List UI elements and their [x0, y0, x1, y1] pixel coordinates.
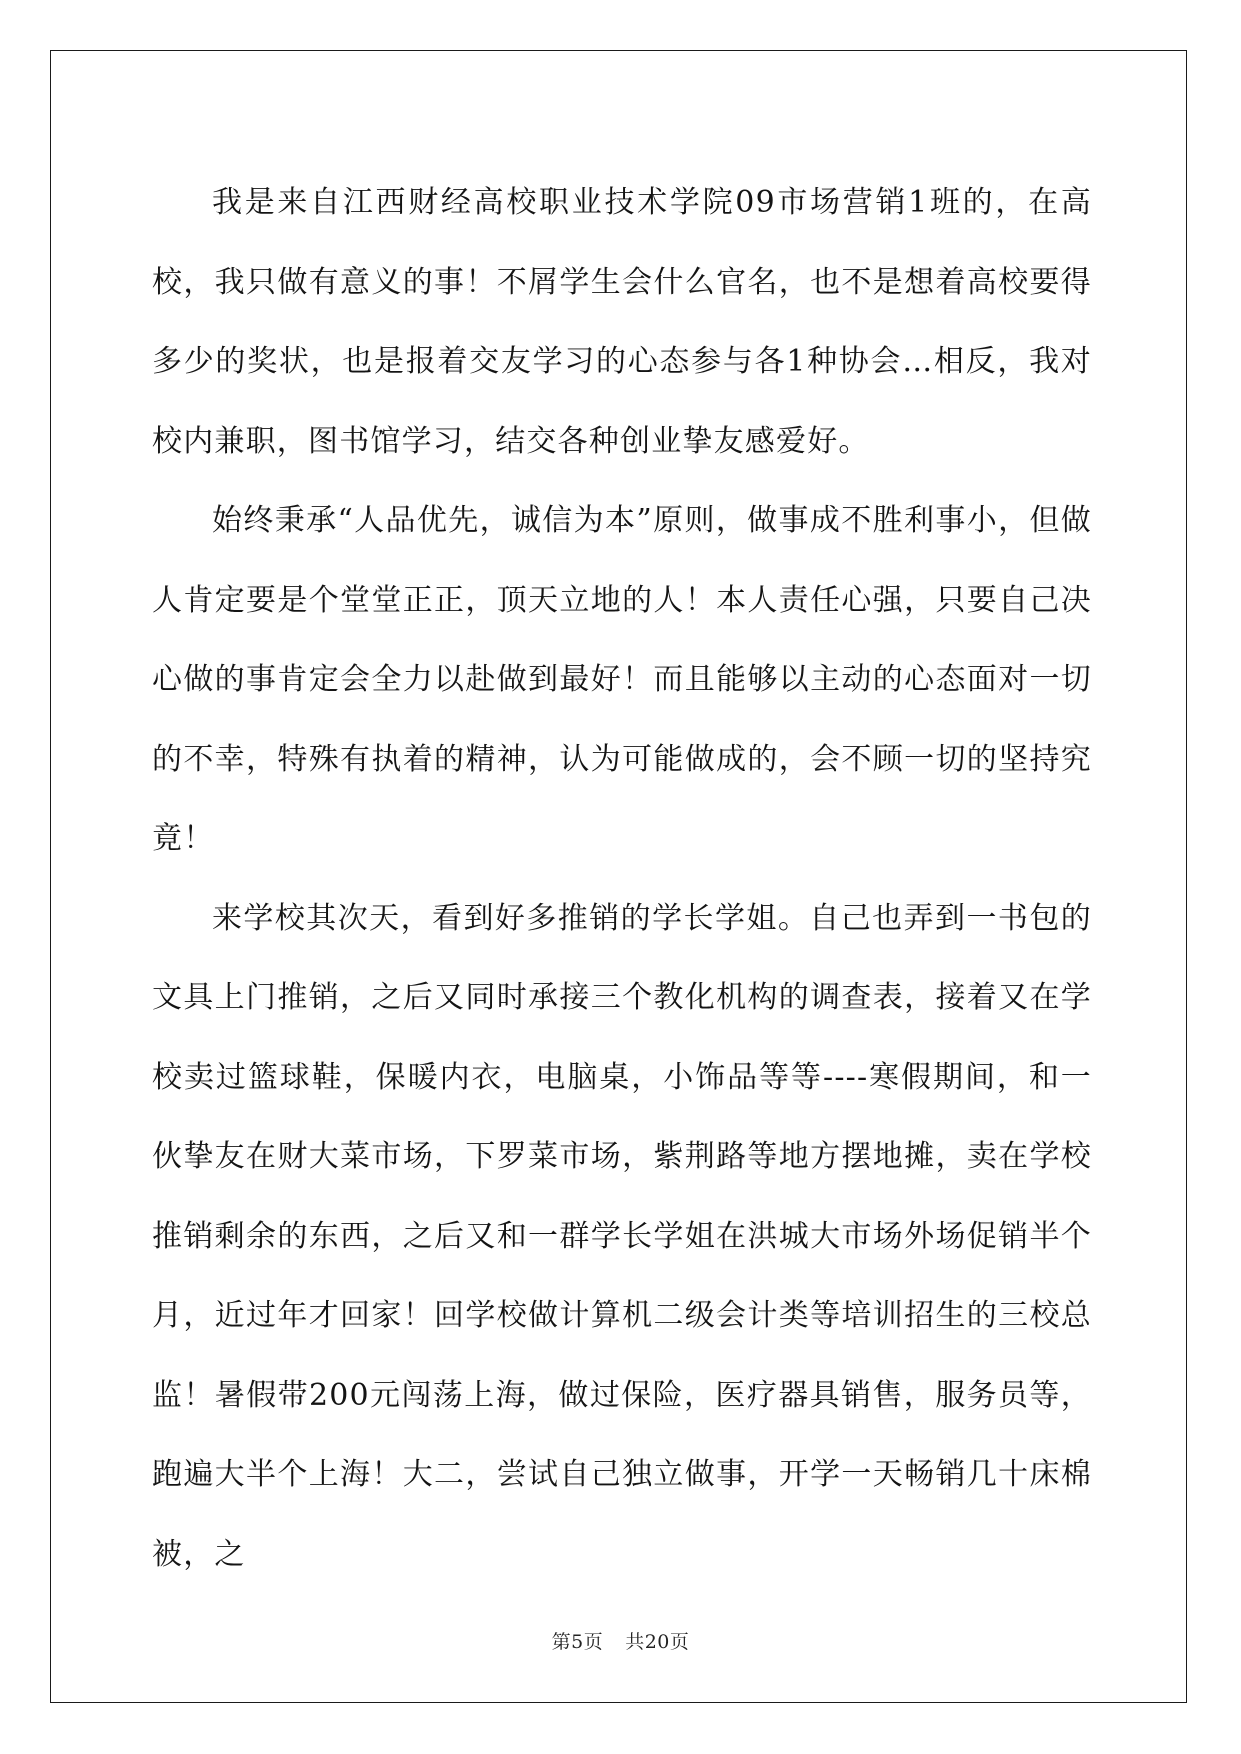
paragraph: 来学校其次天，看到好多推销的学长学姐。自己也弄到一书包的文具上门推销，之后又同时承接三个教化机构的调查表，接着又在学校卖过篮球鞋，保暖内衣，电脑桌，小饰品等等----寒假期间，和一伙挚友在财大菜市场，下罗菜市场，紫荆路等地方摆地摊，卖在学校推销剩余的东西，之后又和一群学长学姐在洪城大市场外场促销半个月，近过年才回家！回学校做计算机二级会计类等培训招生的三校总监！暑假带200元闯荡上海，做过保险，医疗器具销售，服务员等，跑遍大半个上海！大二，尝试自己独立做事，开学一天畅销几十床棉被，之	[152, 900, 1092, 1572]
page-footer	[0, 1627, 1241, 1654]
page-number: 第5页	[551, 1631, 604, 1653]
paragraph: 我是来自江西财经高校职业技术学院09市场营销1班的，在高校，我只做有意义的事！不屑学生会什么官名，也不是想着高校要得多少的奖状，也是报着交友学习的心态参与各1种协会…相反，我对校内兼职，图书馆学习，结交各种创业挚友感爱好。	[152, 185, 1092, 459]
paragraph: 始终秉承“人品优先，诚信为本”原则，做事成不胜利事小，但做人肯定要是个堂堂正正，顶天立地的人！本人责任心强，只要自己决心做的事肯定会全力以赴做到最好！而且能够以主动的心态面对一切的不幸，特殊有执着的精神，认为可能做成的，会不顾一切的坚持究竟！	[152, 503, 1092, 856]
document-body	[152, 163, 1092, 1594]
page-total: 共20页	[625, 1631, 690, 1653]
